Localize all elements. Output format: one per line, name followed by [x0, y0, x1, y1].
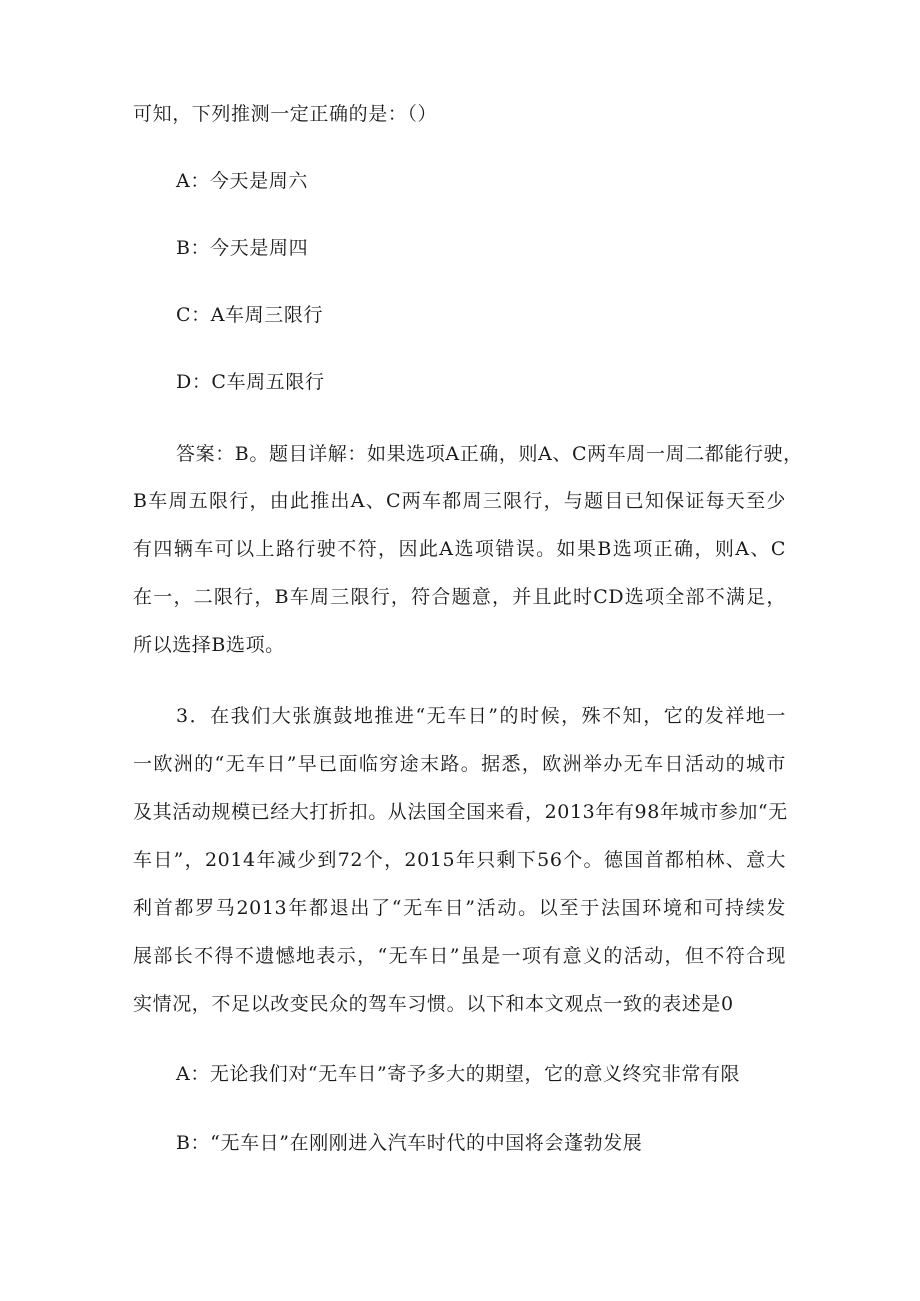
option-b: B：今天是周四 — [176, 237, 309, 259]
option-a: A：今天是周六 — [176, 170, 308, 192]
answer-line-3: 有四辆车可以上路行驶不符，因此A选项错误。如果B选项正确，则A、C — [133, 538, 786, 560]
question3-line-1: 3．在我们大张旗鼓地推进“无车日”的时候，殊不知，它的发祥地一 — [176, 705, 786, 727]
answer-line-5: 所以选择B选项。 — [133, 634, 285, 656]
answer-line-4: 在一，二限行，B车周三限行，符合题意，并且此时CD选项全部不满足， — [133, 586, 786, 608]
option-d: D：C车周五限行 — [176, 371, 325, 393]
question3-line-2: 一欧洲的“无车日”早已面临穷途末路。据悉，欧洲举办无车日活动的城市 — [133, 753, 786, 775]
question3-line-6: 展部长不得不遗憾地表示，“无车日”虽是一项有意义的活动，但不符合现 — [133, 945, 786, 967]
question-stem-tail: 可知，下列推测一定正确的是：（） — [133, 103, 438, 125]
question3-line-5: 利首都罗马2013年都退出了“无车日”活动。以至于法国环境和可持续发 — [133, 897, 786, 919]
answer-line-1: 答案：B。题目详解：如果选项A正确，则A、C两车周一周二都能行驶， — [176, 443, 803, 465]
question3-option-a: A：无论我们对“无车日”寄予多大的期望，它的意义终究非常有限 — [176, 1063, 741, 1085]
question3-line-7: 实情况，不足以改变民众的驾车习惯。以下和本文观点一致的表述是0 — [133, 993, 734, 1015]
option-c: C：A车周三限行 — [176, 304, 324, 326]
question3-line-4: 车日”，2014年减少到72个，2015年只剩下56个。德国首都柏林、意大 — [133, 849, 786, 871]
question3-option-b: B：“无车日”在刚刚进入汽车时代的中国将会蓬勃发展 — [176, 1132, 643, 1154]
answer-line-2: B车周五限行，由此推出A、C两车都周三限行，与题目已知保证每天至少 — [133, 490, 786, 512]
question3-line-3: 及其活动规模已经大打折扣。从法国全国来看，2013年有98年城市参加“无 — [133, 801, 788, 823]
